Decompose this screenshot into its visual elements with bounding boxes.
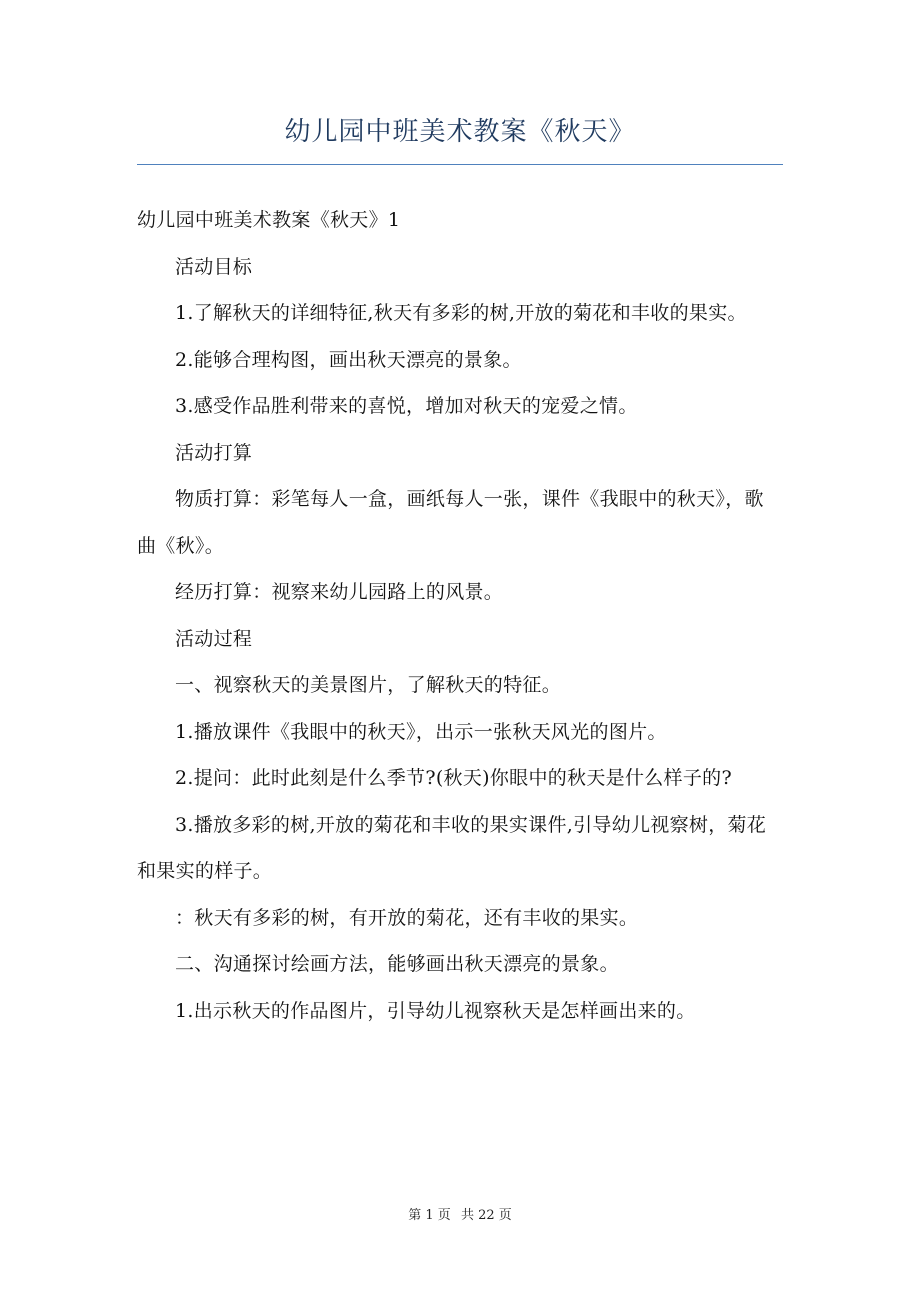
- paragraph: 3.播放多彩的树,开放的菊花和丰收的果实课件,引导幼儿视察树，菊花和果实的样子。: [137, 813, 767, 882]
- paragraph: 1.播放课件《我眼中的秋天》，出示一张秋天风光的图片。: [175, 720, 667, 743]
- paragraph: 1.了解秋天的详细特征,秋天有多彩的树,开放的菊花和丰收的果实。: [175, 302, 747, 324]
- paragraph: 活动打算: [175, 441, 253, 464]
- paragraph: 活动过程: [175, 627, 253, 650]
- paragraph: 二、沟通探讨绘画方法，能够画出秋天漂亮的景象。: [175, 953, 619, 975]
- page-title: 幼儿园中班美术教案《秋天》: [284, 117, 636, 147]
- document-body: [137, 197, 783, 1034]
- paragraph: 2.提问：此时此刻是什么季节?(秋天)你眼中的秋天是什么样子的?: [175, 767, 732, 789]
- paragraph: 3.感受作品胜利带来的喜悦，增加对秋天的宠爱之情。: [175, 395, 638, 417]
- paragraph: 1.出示秋天的作品图片，引导幼儿视察秋天是怎样画出来的。: [175, 999, 696, 1022]
- paragraph: 2.能够合理构图，画出秋天漂亮的景象。: [175, 348, 522, 371]
- page-footer: [0, 1206, 920, 1226]
- section-heading: 幼儿园中班美术教案《秋天》1: [137, 209, 401, 231]
- paragraph: 活动目标: [175, 255, 253, 278]
- paragraph: 一、视察秋天的美景图片，了解秋天的特征。: [175, 674, 562, 696]
- title-divider: [137, 164, 783, 165]
- page-number: 第 1 页: [408, 1208, 451, 1223]
- paragraph: ：秋天有多彩的树，有开放的菊花，还有丰收的果实。: [175, 906, 639, 929]
- paragraph: 物质打算：彩笔每人一盒，画纸每人一张，课件《我眼中的秋天》，歌曲《秋》。: [137, 488, 764, 557]
- page-total: 共 22 页: [460, 1208, 512, 1223]
- paragraph: 经历打算：视察来幼儿园路上的风景。: [175, 581, 504, 603]
